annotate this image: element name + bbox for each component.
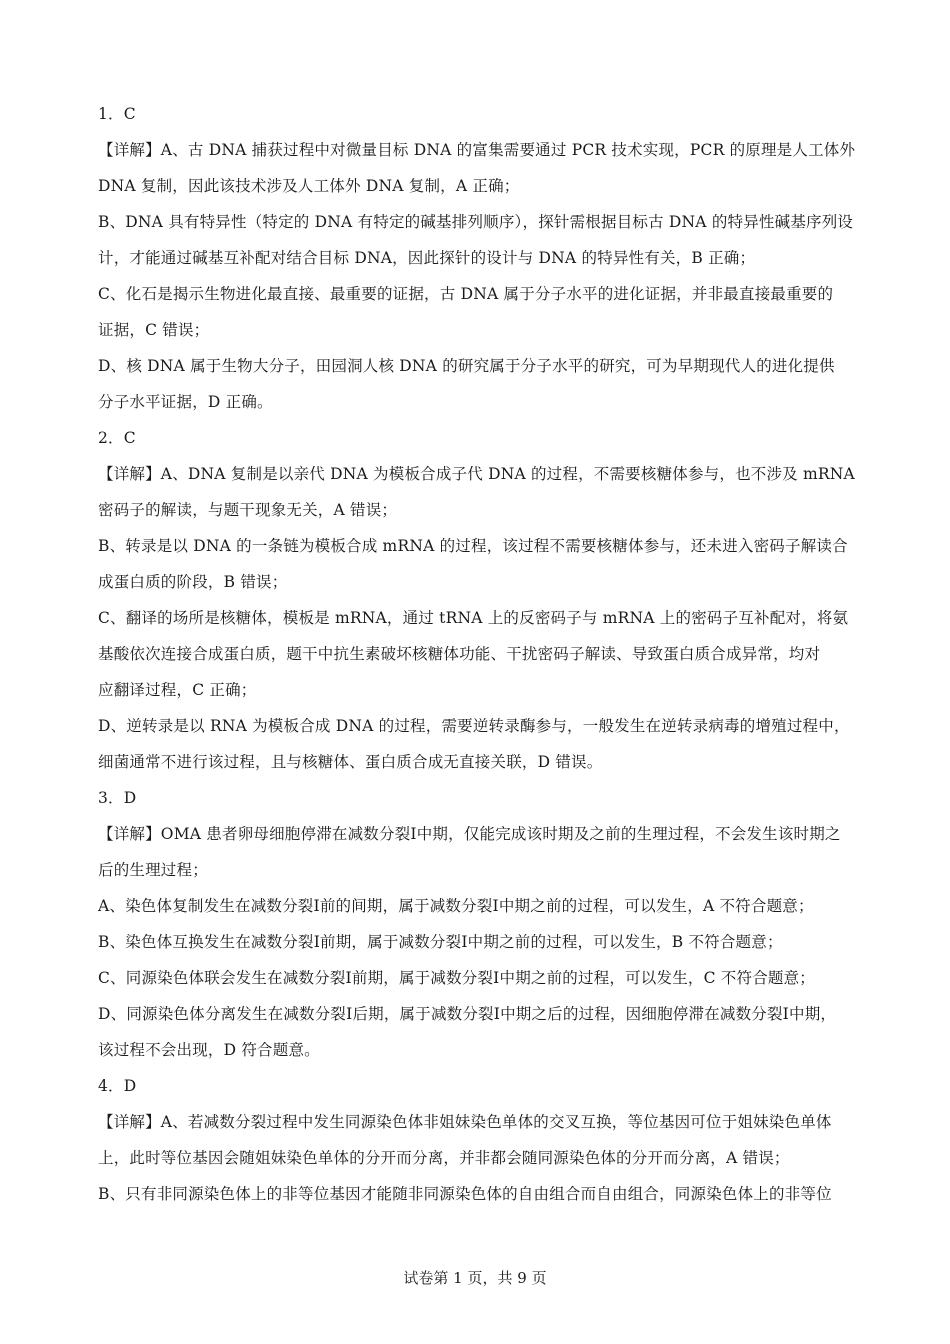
explanation-line: B、DNA 具有特异性（特定的 DNA 有特定的碱基排列顺序），探针需根据目标古 DNA 的特异性碱基序列设 (98, 213, 854, 231)
answer-number-line: 1．C (98, 105, 136, 123)
explanation-line: DNA 复制，因此该技术涉及人工体外 DNA 复制，A 正确； (98, 177, 520, 195)
explanation-line: 该过程不会出现，D 符合题意。 (98, 1041, 320, 1059)
explanation-line: A、染色体复制发生在减数分裂Ⅰ前的间期，属于减数分裂Ⅰ中期之前的过程，可以发生，A 不符合题意； (98, 897, 814, 915)
explanation-line: D、核 DNA 属于生物大分子，田园洞人核 DNA 的研究属于分子水平的研究，可为早期现代人的进化提供 (98, 357, 835, 375)
answer-number-line: 4．D (98, 1077, 137, 1095)
explanation-line: B、转录是以 DNA 的一条链为模板合成 mRNA 的过程，该过程不需要核糖体参与，还未进入密码子解读合 (98, 537, 848, 555)
explanation-line: C、同源染色体联会发生在减数分裂Ⅰ前期，属于减数分裂Ⅰ中期之前的过程，可以发生，C 不符合题意； (98, 969, 815, 987)
answer-number-line: 3．D (98, 789, 137, 807)
explanation-line: 【详解】A、DNA 复制是以亲代 DNA 为模板合成子代 DNA 的过程，不需要核糖体参与，也不涉及 mRNA (98, 465, 855, 483)
explanation-line: 分子水平证据，D 正确。 (98, 393, 273, 411)
explanation-line: 上，此时等位基因会随姐妹染色单体的分开而分离，并非都会随同源染色体的分开而分离，A 错误； (98, 1149, 790, 1167)
answer-explanations (98, 96, 858, 1212)
explanation-line: D、同源染色体分离发生在减数分裂Ⅰ后期，属于减数分裂Ⅰ中期之后的过程，因细胞停滞在减数分裂Ⅰ中期， (98, 1005, 837, 1023)
explanation-line: 细菌通常不进行该过程，且与核糖体、蛋白质合成无直接关联，D 错误。 (98, 753, 603, 771)
explanation-line: B、只有非同源染色体上的非等位基因才能随非同源染色体的自由组合而自由组合，同源染色体上的非等位 (98, 1185, 832, 1203)
explanation-line: 计，才能通过碱基互补配对结合目标 DNA，因此探针的设计与 DNA 的特异性有关，B 正确； (98, 249, 756, 267)
explanation-line: 后的生理过程； (98, 861, 208, 879)
explanation-line: 【详解】A、古 DNA 捕获过程中对微量目标 DNA 的富集需要通过 PCR 技术实现，PCR 的原理是人工体外 (98, 141, 856, 159)
explanation-line: 【详解】OMA 患者卵母细胞停滞在减数分裂Ⅰ中期，仅能完成该时期及之前的生理过程，不会发生该时期之 (98, 825, 841, 843)
explanation-line: 成蛋白质的阶段，B 错误； (98, 573, 288, 591)
page-footer: 试卷第 1 页，共 9 页 (403, 1269, 547, 1287)
explanation-line: D、逆转录是以 RNA 为模板合成 DNA 的过程，需要逆转录酶参与，一般发生在逆转录病毒的增殖过程中， (98, 717, 850, 735)
explanation-line: 【详解】A、若减数分裂过程中发生同源染色体非姐妹染色单体的交叉互换，等位基因可位于姐妹染色单体 (98, 1113, 832, 1131)
explanation-line: 基酸依次连接合成蛋白质，题干中抗生素破坏核糖体功能、干扰密码子解读、导致蛋白质合成异常，均对 (98, 645, 821, 663)
explanation-line: 应翻译过程，C 正确； (98, 681, 257, 699)
explanation-line: C、化石是揭示生物进化最直接、最重要的证据，古 DNA 属于分子水平的进化证据，并非最直接最重要的 (98, 285, 834, 303)
explanation-line: 证据，C 错误； (98, 321, 210, 339)
explanation-line: 密码子的解读，与题干现象无关，A 错误； (98, 501, 398, 519)
explanation-line: C、翻译的场所是核糖体，模板是 mRNA，通过 tRNA 上的反密码子与 mRNA 上的密码子互补配对，将氨 (98, 609, 849, 627)
explanation-line: B、染色体互换发生在减数分裂Ⅰ前期，属于减数分裂Ⅰ中期之前的过程，可以发生，B 不符合题意； (98, 933, 783, 951)
answer-number-line: 2．C (98, 429, 136, 447)
